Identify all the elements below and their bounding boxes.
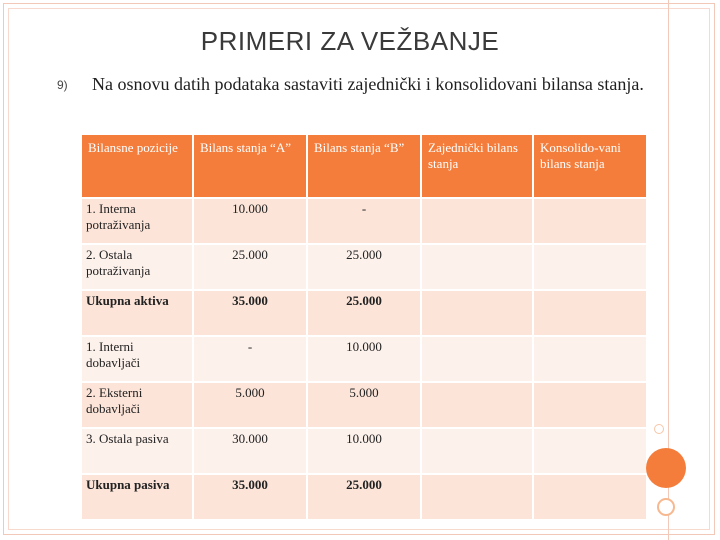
value-joint xyxy=(422,289,534,335)
value-b: 25.000 xyxy=(308,473,422,519)
table-row xyxy=(82,335,646,381)
table-row xyxy=(82,243,646,289)
row-label: 1. Interni dobavljači xyxy=(82,335,194,381)
value-joint xyxy=(422,473,534,519)
decorative-circle-small xyxy=(657,498,675,516)
value-consolidated xyxy=(534,427,646,473)
value-joint xyxy=(422,427,534,473)
table-row xyxy=(82,427,646,473)
row-label: Ukupna pasiva xyxy=(82,473,194,519)
row-label: Ukupna aktiva xyxy=(82,289,194,335)
value-a: 35.000 xyxy=(194,473,308,519)
table-header-row xyxy=(82,135,646,197)
row-label: 3. Ostala pasiva xyxy=(82,427,194,473)
value-consolidated xyxy=(534,381,646,427)
row-label: 1. Interna potraživanja xyxy=(82,197,194,243)
table-row xyxy=(82,197,646,243)
value-b: 25.000 xyxy=(308,289,422,335)
value-a: 5.000 xyxy=(194,381,308,427)
header-joint-balance: Zajednički bilans stanja xyxy=(422,135,534,197)
header-positions: Bilansne pozicije xyxy=(82,135,194,197)
value-a: - xyxy=(194,335,308,381)
value-b: - xyxy=(308,197,422,243)
table-row-total-assets xyxy=(82,289,646,335)
slide-title: PRIMERI ZA VEŽBANJE xyxy=(200,26,500,56)
value-a: 25.000 xyxy=(194,243,308,289)
decorative-circle-large xyxy=(646,448,686,488)
value-joint xyxy=(422,335,534,381)
value-a: 30.000 xyxy=(194,427,308,473)
value-joint xyxy=(422,197,534,243)
balance-sheet-table xyxy=(82,135,646,519)
task-text: Na osnovu datih podataka sastaviti zajednički i konsolidovani bilansa stanja. xyxy=(92,74,644,94)
value-consolidated xyxy=(534,197,646,243)
value-b: 25.000 xyxy=(308,243,422,289)
table-row xyxy=(82,381,646,427)
row-label: 2. Eksterni dobavljači xyxy=(82,381,194,427)
row-label: 2. Ostala potraživanja xyxy=(82,243,194,289)
task-number: 9) xyxy=(57,78,68,92)
value-consolidated xyxy=(534,289,646,335)
value-b: 10.000 xyxy=(308,335,422,381)
value-joint xyxy=(422,243,534,289)
value-b: 10.000 xyxy=(308,427,422,473)
value-consolidated xyxy=(534,243,646,289)
decorative-circle-tiny xyxy=(654,424,664,434)
value-a: 10.000 xyxy=(194,197,308,243)
value-joint xyxy=(422,381,534,427)
value-consolidated xyxy=(534,473,646,519)
table-row-total-liabilities xyxy=(82,473,646,519)
header-consolidated-balance: Konsolido-vani bilans stanja xyxy=(534,135,646,197)
value-consolidated xyxy=(534,335,646,381)
value-a: 35.000 xyxy=(194,289,308,335)
header-balance-b: Bilans stanja “B” xyxy=(308,135,422,197)
header-balance-a: Bilans stanja “A” xyxy=(194,135,308,197)
value-b: 5.000 xyxy=(308,381,422,427)
